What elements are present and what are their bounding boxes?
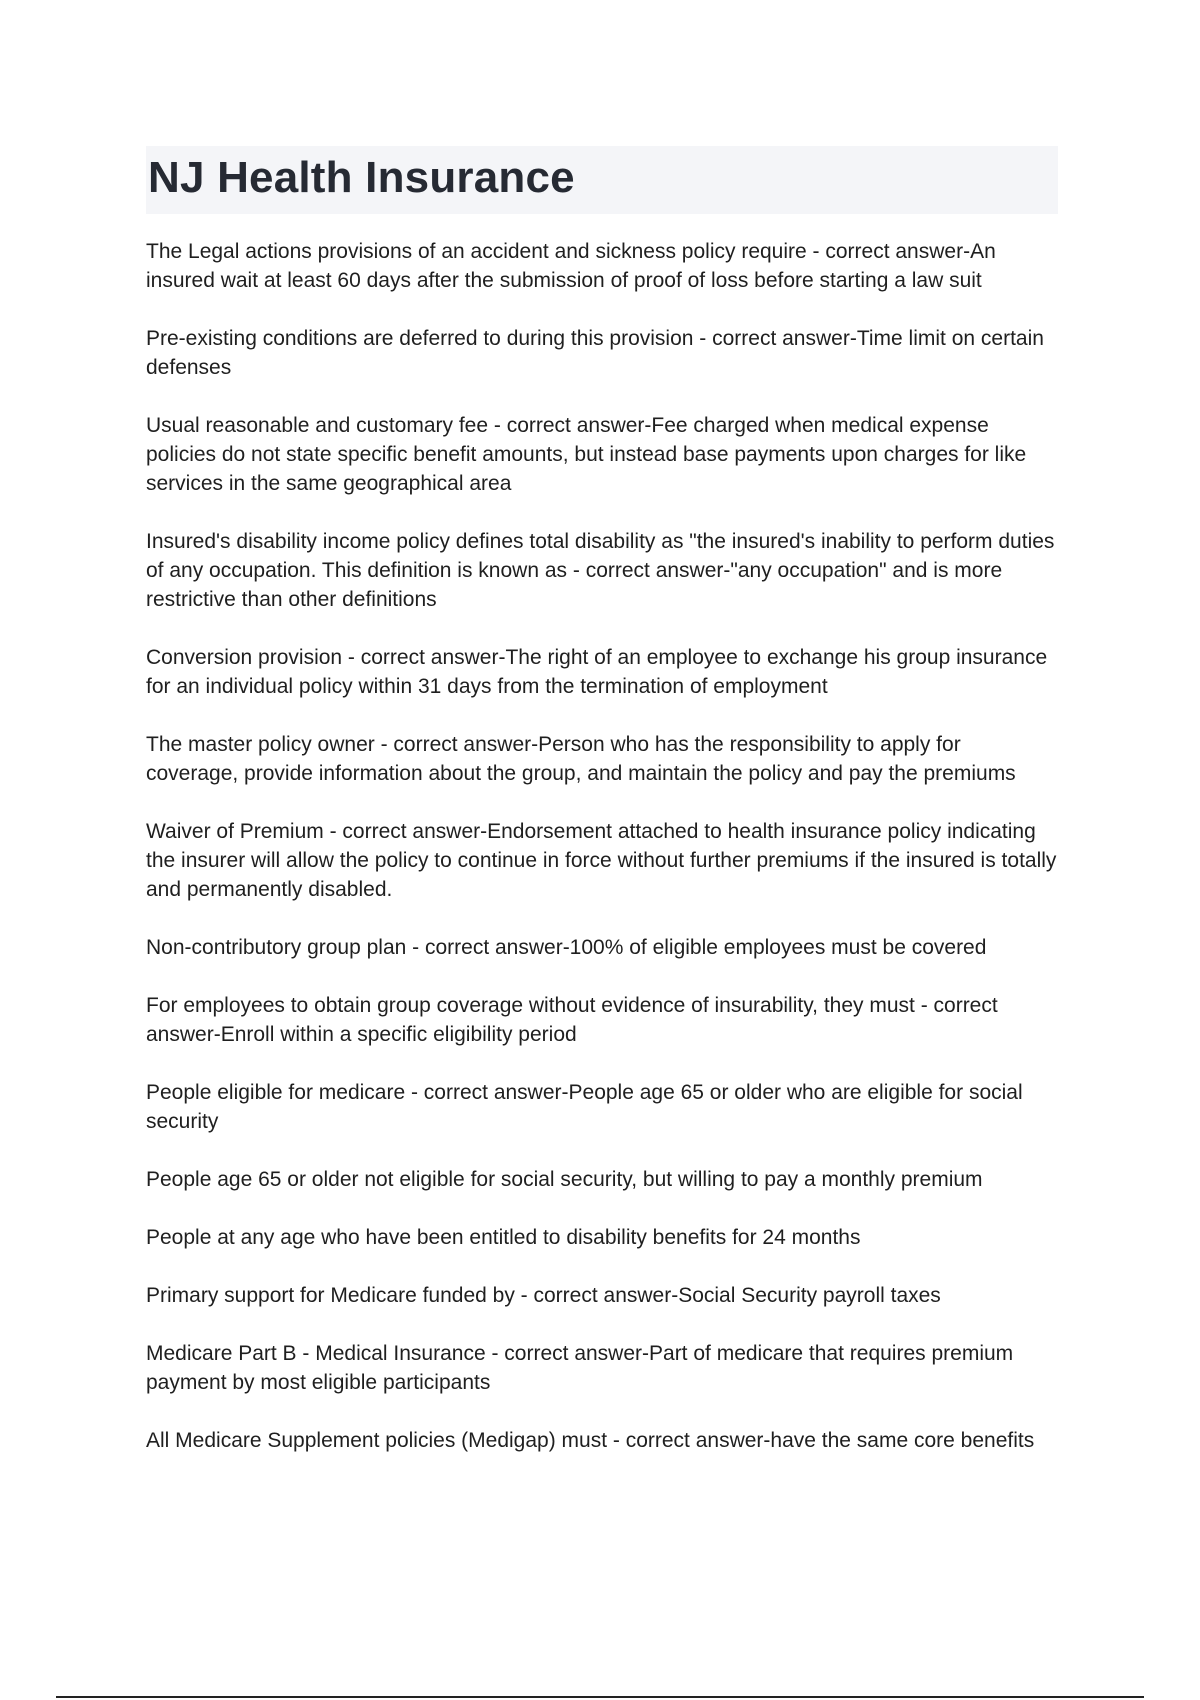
qa-item: Conversion provision - correct answer-The right of an employee to exchange his group insurance for an individual policy within 31 days from the termination of employment — [146, 646, 1048, 698]
qa-item: Primary support for Medicare funded by - correct answer-Social Security payroll taxes — [146, 1284, 941, 1307]
qa-item: Usual reasonable and customary fee - correct answer-Fee charged when medical expense policies do not state specific benefit amounts, but instead base payments upon charges for like services in the same geographical area — [146, 414, 1027, 495]
page-title: NJ Health Insurance — [148, 153, 575, 202]
qa-item: People age 65 or older not eligible for social security, but willing to pay a monthly premium — [146, 1168, 983, 1191]
qa-item: Medicare Part B - Medical Insurance - correct answer-Part of medicare that requires premium payment by most eligible participants — [146, 1342, 1014, 1394]
qa-item: Insured's disability income policy defines total disability as "the insured's inability to perform duties of any occupation. This definition is known as - correct answer-"any occupation" and is more restrictive than other definitions — [146, 530, 1055, 611]
footer-divider — [56, 1696, 1144, 1698]
qa-item: Waiver of Premium - correct answer-Endorsement attached to health insurance policy indicating the insurer will allow the policy to continue in force without further premiums if the insured is totally and permanently disabled. — [146, 820, 1057, 901]
qa-item: All Medicare Supplement policies (Medigap) must - correct answer-have the same core benefits — [146, 1429, 1035, 1452]
qa-item: The master policy owner - correct answer-Person who has the responsibility to apply for coverage, provide information about the group, and maintain the policy and pay the premiums — [146, 733, 1016, 785]
qa-item: The Legal actions provisions of an accident and sickness policy require - correct answer-An insured wait at least 60 days after the submission of proof of loss before starting a law suit — [146, 240, 996, 292]
qa-item: Non-contributory group plan - correct answer-100% of eligible employees must be covered — [146, 936, 987, 959]
qa-item: People eligible for medicare - correct answer-People age 65 or older who are eligible for social security — [146, 1081, 1023, 1133]
qa-list — [146, 237, 1058, 1484]
qa-item: People at any age who have been entitled to disability benefits for 24 months — [146, 1226, 861, 1249]
title-banner — [146, 146, 1058, 214]
qa-item: For employees to obtain group coverage without evidence of insurability, they must - correct answer-Enroll within a specific eligibility period — [146, 994, 998, 1046]
qa-item: Pre-existing conditions are deferred to during this provision - correct answer-Time limit on certain defenses — [146, 327, 1044, 379]
